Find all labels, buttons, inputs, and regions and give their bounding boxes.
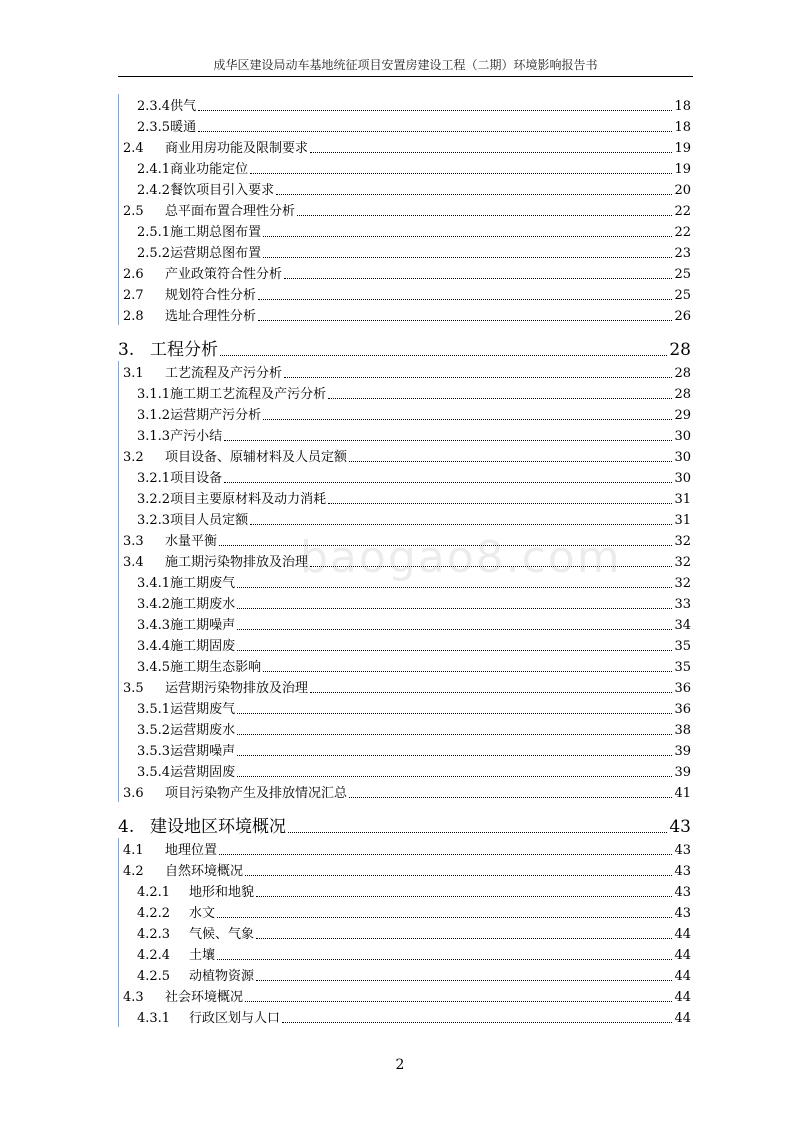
toc-entry-number: 2.4 [123,141,144,156]
toc-entry[interactable] [118,802,693,838]
toc-entry[interactable] [118,592,693,613]
toc-leader-dots [276,193,672,195]
toc-leader-dots [224,481,672,483]
toc-entry-page: 30 [674,429,691,444]
toc-entry-label [119,969,254,985]
toc-entry-page: 43 [669,817,691,837]
toc-entry[interactable] [118,487,693,508]
toc-entry-title: 选址合理性分析 [165,309,257,324]
toc-entry-page: 29 [674,408,691,423]
toc-entry-label [119,471,222,487]
toc-entry[interactable] [118,859,693,880]
toc-entry-title: 项目人员定额 [170,513,249,528]
toc-entry-title: 供气 [170,99,197,114]
toc-entry-number: 2.6 [123,267,144,282]
toc-entry-number: 3.5.2 [137,723,171,738]
toc-entry-page: 25 [674,267,691,282]
toc-entry[interactable] [118,676,693,697]
toc-entry[interactable] [118,325,693,361]
toc-entry-title: 施工期废气 [170,576,236,591]
toc-entry-label [119,288,256,304]
toc-entry-page: 44 [674,948,691,963]
toc-entry-number: 3. [118,340,135,360]
toc-leader-dots [310,691,672,693]
toc-entry[interactable] [118,424,693,445]
toc-entry-label [119,702,235,718]
toc-entry-title: 运营期固废 [170,765,236,780]
toc-leader-dots [263,256,672,258]
toc-entry-number: 3.4.4 [137,639,171,654]
toc-entry-page: 30 [674,450,691,465]
toc-leader-dots [288,831,667,833]
toc-entry-number: 3.2.3 [137,513,171,528]
toc-entry-number: 3.1.2 [137,408,171,423]
toc-entry-title: 施工期固废 [170,639,236,654]
toc-entry-number: 2.5.2 [137,246,171,261]
toc-entry-number: 3.4.1 [137,576,171,591]
toc-leader-dots [245,1000,672,1002]
toc-entry-label [119,990,243,1006]
toc-entry[interactable] [118,220,693,241]
toc-entry-page: 18 [674,99,691,114]
toc-entry-title: 地理位置 [165,843,218,858]
toc-leader-dots [263,235,672,237]
toc-entry-page: 26 [674,309,691,324]
toc-entry-title: 水量平衡 [165,534,218,549]
toc-entry[interactable] [118,157,693,178]
toc-entry-number: 3.2.2 [137,492,171,507]
toc-entry-label [119,162,248,178]
toc-entry-number: 2.8 [123,309,144,324]
toc-entry-page: 44 [674,1011,691,1026]
toc-entry-title: 运营期产污分析 [170,408,262,423]
toc-entry-page: 35 [674,660,691,675]
toc-entry-number: 3.1.3 [137,429,171,444]
page-header: 成华区建设局动车基地统征项目安置房建设工程（二期）环境影响报告书 [213,58,598,72]
toc-leader-dots [328,397,672,399]
toc-entry[interactable] [118,880,693,901]
toc-entry-label [119,786,347,802]
toc-entry[interactable] [118,115,693,136]
toc-leader-dots [237,628,672,630]
toc-leader-dots [256,979,672,981]
toc-leader-dots [282,1021,672,1023]
toc-entry-number: 4. [118,817,135,837]
toc-leader-dots [237,607,672,609]
toc-entry-title: 工程分析 [150,340,218,360]
toc-entry-title: 工艺流程及产污分析 [165,366,283,381]
toc-entry-page: 43 [674,906,691,921]
toc-entry[interactable] [118,901,693,922]
toc-entry-page: 19 [674,162,691,177]
toc-leader-dots [310,151,672,153]
toc-leader-dots [237,733,672,735]
toc-entry-title: 动植物资源 [189,969,255,984]
toc-entry-title: 暖通 [170,120,197,135]
toc-entry-number: 3.3 [123,534,144,549]
toc-entry[interactable] [118,304,693,325]
toc-entry[interactable] [118,508,693,529]
toc-entry-number: 4.1 [123,843,144,858]
toc-entry-title: 气候、气象 [189,927,255,942]
toc-entry[interactable] [118,94,693,115]
toc-entry-page: 22 [674,204,691,219]
toc-entry-title: 施工期污染物排放及治理 [165,555,309,570]
toc-entry-title: 运营期总图布置 [170,246,262,261]
toc-entry-number: 2.7 [123,288,144,303]
toc-entry-title: 施工期噪声 [170,618,236,633]
toc-leader-dots [237,586,672,588]
toc-entry-number: 3.4.3 [137,618,171,633]
toc-entry-title: 商业功能定位 [170,162,249,177]
toc-entry-page: 32 [674,534,691,549]
toc-entry-page: 36 [674,681,691,696]
toc-entry-number: 2.5 [123,204,144,219]
toc-entry-number: 4.2.3 [137,927,171,942]
toc-entry-title: 产污小结 [170,429,223,444]
toc-entry-number: 3.2 [123,450,144,465]
toc-entry-number: 2.4.2 [137,183,171,198]
toc-leader-dots [237,754,672,756]
toc-entry-number: 3.1.1 [137,387,171,402]
toc-leader-dots [250,172,672,174]
toc-entry[interactable] [118,445,693,466]
toc-entry-label [119,885,254,901]
toc-entry-label [119,681,308,697]
toc-entry-number: 2.5.1 [137,225,171,240]
toc-leader-dots [198,130,672,132]
toc-leader-dots [250,523,672,525]
toc-entry[interactable] [118,838,693,859]
toc-entry-number: 3.5 [123,681,144,696]
toc-entry-title: 运营期废水 [170,723,236,738]
toc-entry-label [119,744,235,760]
toc-entry[interactable] [118,634,693,655]
toc-leader-dots [349,796,672,798]
toc-entry-label [119,204,295,220]
toc-entry[interactable] [118,781,693,802]
toc-entry[interactable] [118,655,693,676]
toc-entry-page: 28 [674,387,691,402]
toc-leader-dots [220,354,667,356]
toc-entry[interactable] [118,760,693,781]
toc-entry-number: 2.4.1 [137,162,171,177]
toc-entry-label [119,120,196,136]
toc-entry-label [119,843,217,859]
toc-entry-title: 施工期工艺流程及产污分析 [170,387,327,402]
toc-leader-dots [237,649,672,651]
toc-leader-dots [258,319,672,321]
toc-leader-dots [198,109,672,111]
toc-entry-number: 2.3.4 [137,99,171,114]
toc-entry-number: 4.2.4 [137,948,171,963]
toc-entry-page: 33 [674,597,691,612]
toc-entry[interactable] [118,283,693,304]
toc-entry-page: 30 [674,471,691,486]
toc-entry-number: 3.6 [123,786,144,801]
toc-entry[interactable] [118,382,693,403]
toc-entry-title: 运营期废气 [170,702,236,717]
toc-entry-title: 项目设备、原辅材料及人员定额 [165,450,348,465]
toc-entry-title: 项目污染物产生及排放情况汇总 [165,786,348,801]
toc-entry-title: 总平面布置合理性分析 [165,204,296,219]
toc-entry-title: 规划符合性分析 [165,288,257,303]
toc-entry[interactable] [118,697,693,718]
toc-leader-dots [297,214,672,216]
toc-entry-label [119,639,235,655]
toc-entry-title: 商业用房功能及限制要求 [165,141,309,156]
toc-entry-label [119,534,217,550]
toc-entry-page: 32 [674,576,691,591]
toc-entry-label [119,864,243,880]
toc-entry-title: 项目主要原材料及动力消耗 [170,492,327,507]
toc-entry-page: 32 [674,555,691,570]
toc-leader-dots [237,775,672,777]
toc-entry[interactable] [118,613,693,634]
toc-entry-label [119,597,235,613]
toc-entry[interactable] [118,1006,693,1027]
toc-entry-label [119,99,196,115]
toc-entry-title: 建设地区环境概况 [150,817,286,837]
toc-entry-number: 4.2.1 [137,885,171,900]
toc-entry-number: 4.3 [123,990,144,1005]
toc-entry-number: 3.2.1 [137,471,171,486]
toc-entry[interactable] [118,361,693,382]
toc-leader-dots [284,277,672,279]
toc-entry-label [119,492,326,508]
toc-entry[interactable] [118,739,693,760]
toc-entry-label [119,723,235,739]
toc-entry-page: 28 [669,340,691,360]
toc-entry-label [119,246,261,262]
toc-entry-label [119,450,347,466]
toc-entry-title: 水文 [189,906,216,921]
toc-entry-number: 3.5.4 [137,765,171,780]
toc-entry-number: 4.2.5 [137,969,171,984]
toc-entry-page: 34 [674,618,691,633]
toc-entry-label [119,225,261,241]
toc-entry-page: 36 [674,702,691,717]
toc-entry-page: 44 [674,969,691,984]
toc-entry-page: 38 [674,723,691,738]
toc-leader-dots [217,958,672,960]
toc-entry-label [118,816,286,838]
toc-entry-title: 自然环境概况 [165,864,244,879]
toc-entry-page: 20 [674,183,691,198]
toc-entry-title: 运营期噪声 [170,744,236,759]
toc-entry-label [119,618,235,634]
toc-entry-label [119,141,308,157]
toc-leader-dots [237,712,672,714]
toc-entry[interactable] [118,403,693,424]
toc-leader-dots [256,895,672,897]
toc-entry-number: 3.4 [123,555,144,570]
toc-entry-number: 3.5.1 [137,702,171,717]
toc-entry-number: 4.2.2 [137,906,171,921]
toc-entry[interactable] [118,199,693,220]
toc-entry-title: 运营期污染物排放及治理 [165,681,309,696]
toc-entry-page: 43 [674,864,691,879]
toc-entry-label [119,429,222,445]
toc-entry-number: 4.3.1 [137,1011,171,1026]
toc-entry-label [119,183,274,199]
toc-entry-page: 28 [674,366,691,381]
toc-leader-dots [258,298,672,300]
toc-entry-page: 23 [674,246,691,261]
toc-entry-label [119,765,235,781]
toc-entry-number: 3.5.3 [137,744,171,759]
watermark: baogao8.com [300,532,622,583]
toc-entry-page: 39 [674,765,691,780]
header-divider [118,76,693,77]
toc-entry-page: 31 [674,513,691,528]
toc-entry-label [118,339,218,361]
toc-entry-label [119,576,235,592]
toc-entry[interactable] [118,718,693,739]
toc-entry-number: 4.2 [123,864,144,879]
toc-entry-label [119,408,261,424]
toc-entry[interactable] [118,466,693,487]
toc-leader-dots [224,439,672,441]
page-number: 2 [395,1057,405,1073]
toc-entry[interactable] [118,178,693,199]
toc-entry-title: 项目设备 [170,471,223,486]
toc-entry-label [119,513,248,529]
toc-entry-title: 施工期生态影响 [170,660,262,675]
toc-entry[interactable] [118,985,693,1006]
toc-entry-page: 44 [674,990,691,1005]
toc-entry[interactable] [118,136,693,157]
toc-entry-title: 施工期总图布置 [170,225,262,240]
toc-leader-dots [245,874,672,876]
toc-entry-number: 3.4.2 [137,597,171,612]
toc-entry-title: 土壤 [189,948,216,963]
toc-entry-page: 39 [674,744,691,759]
toc-entry-page: 19 [674,141,691,156]
toc-leader-dots [263,670,672,672]
toc-entry-label [119,309,256,325]
toc-entry-label [119,555,308,571]
toc-entry-label [119,660,261,676]
toc-entry[interactable] [118,262,693,283]
toc-leader-dots [328,502,672,504]
toc-entry[interactable] [118,922,693,943]
toc-entry-number: 3.1 [123,366,144,381]
toc-leader-dots [256,937,672,939]
toc-leader-dots [349,460,672,462]
toc-entry-title: 社会环境概况 [165,990,244,1005]
toc-entry-page: 44 [674,927,691,942]
toc-entry-title: 餐饮项目引入要求 [170,183,275,198]
toc-leader-dots [219,853,672,855]
toc-entry-page: 31 [674,492,691,507]
toc-entry-title: 行政区划与人口 [189,1011,281,1026]
toc-entry-number: 2.3.5 [137,120,171,135]
toc-entry-page: 25 [674,288,691,303]
toc-entry-page: 43 [674,843,691,858]
toc-leader-dots [263,418,672,420]
toc-entry-page: 22 [674,225,691,240]
toc-entry-label [119,906,215,922]
toc-entry-label [119,267,282,283]
toc-entry-title: 产业政策符合性分析 [165,267,283,282]
toc-entry-page: 41 [674,786,691,801]
toc-entry-page: 35 [674,639,691,654]
toc-entry-title: 施工期废水 [170,597,236,612]
toc-entry-number: 3.4.5 [137,660,171,675]
toc-entry-label [119,927,254,943]
toc-entry-title: 地形和地貌 [189,885,255,900]
toc-leader-dots [284,376,672,378]
toc-entry-label [119,948,215,964]
toc-leader-dots [217,916,672,918]
toc-entry[interactable] [118,964,693,985]
toc-entry-label [119,387,326,403]
toc-entry[interactable] [118,943,693,964]
toc-entry-label [119,1011,280,1027]
toc-entry-label [119,366,282,382]
toc-entry-page: 18 [674,120,691,135]
toc-entry-page: 43 [674,885,691,900]
toc-entry[interactable] [118,241,693,262]
